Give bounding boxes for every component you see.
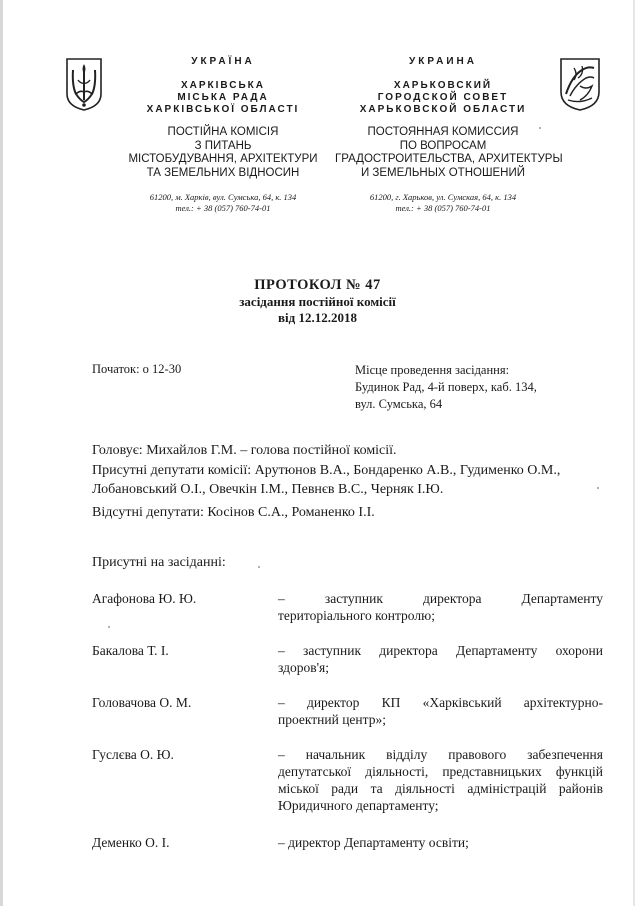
commission-name (118, 126, 328, 180)
address-line: 61200, м. Харків, вул. Сумська, 64, к. 134 (149, 192, 297, 202)
council-name (118, 80, 328, 116)
role-line: здоров'я; (278, 660, 329, 675)
attendee-name: Деменко О. І. (92, 835, 170, 850)
commission-line: З ПИТАНЬ (194, 139, 252, 152)
attendee-name: Гуслєва О. Ю. (92, 747, 174, 762)
commission-name (335, 126, 563, 180)
commission-line: ТА ЗЕМЕЛЬНИХ ВІДНОСИН (146, 166, 300, 179)
meeting-subtitle: засідання постійної комісії (239, 294, 396, 309)
scan-speck (258, 566, 260, 568)
council-line: ХАРКІВСЬКА (180, 80, 266, 91)
scan-speck (539, 127, 541, 129)
absent-deputies: Відсутні депутати: Косінов С.А., Романенко І.І. (92, 505, 375, 520)
present-line: Лобановський О.І., Овечкін І.М., Певнєв В.С., Черняк І.Ю. (92, 482, 444, 497)
attendee-name: Головачова О. М. (92, 695, 192, 710)
commission-line: И ЗЕМЕЛЬНЫХ ОТНОШЕНИЙ (360, 166, 526, 179)
trident-emblem-icon (64, 56, 104, 112)
council-line: ХАРЬКОВСКИЙ (393, 80, 493, 91)
role-line: міської ради та діяльності адміністрацій районів (278, 781, 603, 796)
scan-speck (108, 626, 110, 628)
council-line: МІСЬКА РАДА (177, 92, 269, 103)
header-russian (335, 56, 563, 214)
venue-line: Будинок Рад, 4-й поверх, каб. 134, (355, 380, 537, 394)
scan-speck (597, 487, 599, 489)
contact-address (118, 192, 328, 214)
chair-statement: Головує: Михайлов Г.М. – голова постійної комісії. (92, 443, 397, 458)
role-line: депутатської діяльності, представницьких функцій (278, 764, 603, 779)
council-line: ХАРКІВСЬКОЇ ОБЛАСТІ (146, 104, 300, 115)
contact-address (335, 192, 551, 214)
address-line: 61200, г. Харьков, ул. Сумская, 64, к. 134 (369, 192, 517, 202)
header-ukrainian (118, 56, 328, 214)
attendee-role (278, 642, 603, 676)
role-line: – заступник директора Департаменту (278, 591, 603, 606)
attendee-role (278, 694, 603, 728)
present-line: Присутні депутати комісії: Арутюнов В.А., Бондаренко А.В., Гудименко О.М., (92, 463, 561, 478)
role-line: – начальник відділу правового забезпечення (278, 747, 603, 762)
meeting-date: від 12.12.2018 (278, 310, 357, 325)
council-line: ГОРОДСКОЙ СОВЕТ (377, 92, 509, 103)
country-name: УКРАИНА (409, 56, 477, 67)
attendees-heading: Присутні на засіданні: (92, 555, 226, 570)
role-line: проектний центр»; (278, 712, 386, 727)
role-line: Юридичного департаменту; (278, 798, 439, 813)
kharkiv-coat-of-arms-icon (558, 56, 602, 112)
start-time: Початок: о 12-30 (92, 362, 182, 376)
attendee-name: Бакалова Т. І. (92, 643, 169, 658)
role-line: – заступник директора Департаменту охорони (278, 643, 603, 658)
role-line: – директор КП «Харківський архітектурно- (278, 695, 603, 710)
protocol-number: ПРОТОКОЛ № 47 (254, 277, 381, 293)
council-line: ХАРЬКОВСКОЙ ОБЛАСТИ (359, 104, 527, 115)
attendee-role (278, 590, 603, 624)
attendee-role (278, 746, 603, 814)
phone-line: тел.: + 38 (057) 760-74-01 (175, 203, 271, 213)
present-deputies (92, 461, 612, 499)
commission-line: МІСТОБУДУВАННЯ, АРХІТЕКТУРИ (128, 153, 318, 165)
commission-line: ГРАДОСТРОИТЕЛЬСТВА, АРХИТЕКТУРЫ (335, 153, 563, 165)
meeting-venue (355, 362, 537, 413)
attendee-name: Агафонова Ю. Ю. (92, 591, 197, 606)
commission-line: ПОСТІЙНА КОМІСІЯ (167, 126, 279, 138)
venue-label: Місце проведення засідання: (355, 363, 510, 377)
role-line: територіального контролю; (278, 608, 435, 623)
phone-line: тел.: + 38 (057) 760-74-01 (395, 203, 491, 213)
commission-line: ПОСТОЯННАЯ КОМИССИЯ (367, 126, 519, 138)
commission-line: ПО ВОПРОСАМ (399, 139, 487, 152)
attendee-role (278, 834, 603, 851)
role-line: – директор Департаменту освіти; (278, 835, 469, 850)
council-name (335, 80, 551, 116)
protocol-title (0, 277, 635, 326)
venue-line: вул. Сумська, 64 (355, 397, 443, 411)
scan-edge (0, 0, 3, 906)
country-name: УКРАЇНА (191, 56, 255, 67)
